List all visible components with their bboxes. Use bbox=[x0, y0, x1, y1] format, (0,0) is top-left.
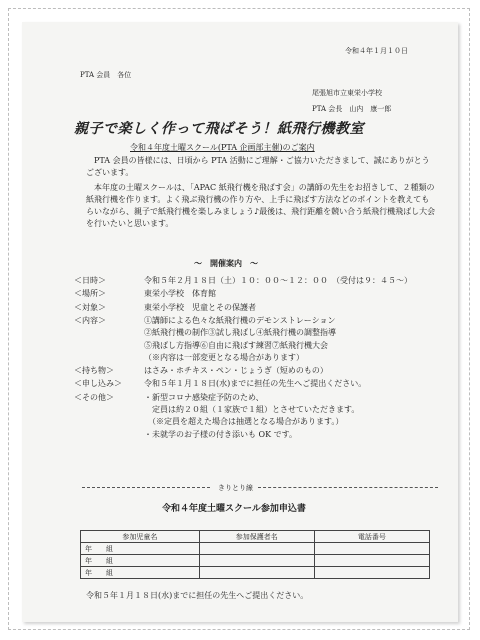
detail-label: ＜申し込み＞ bbox=[74, 379, 122, 389]
form-title: 令和４年度土曜スクール参加申込書 bbox=[162, 504, 306, 514]
detail-label: ＜持ち物＞ bbox=[74, 366, 114, 376]
detail-label: ＜内容＞ bbox=[74, 315, 106, 325]
detail-value: 令和５年２月１８日（土）１０：００〜１２：００ （受付は９：４５〜） bbox=[144, 276, 412, 285]
detail-value: （※内容は一部変更となる場合があります） bbox=[144, 352, 304, 362]
form-grade-class: 年 組 bbox=[81, 543, 200, 555]
detail-value: ⑤飛ばし方指導⑥自由に飛ばす練習⑦紙飛行機大会 bbox=[144, 340, 328, 350]
form-row bbox=[81, 567, 430, 579]
detail-value: 令和５年１月１８日(水)までに担任の先生へご提出ください。 bbox=[144, 379, 367, 389]
form-grade-class: 年 組 bbox=[81, 555, 200, 567]
form-row bbox=[81, 555, 430, 567]
detail-label: ＜対象＞ bbox=[74, 302, 106, 312]
detail-value: はさみ・ホチキス・ペン・じょうぎ（短めのもの） bbox=[144, 366, 328, 376]
form-row bbox=[81, 543, 430, 555]
detail-label: ＜場所＞ bbox=[74, 289, 106, 299]
cut-line-label: きりとり線 bbox=[218, 484, 253, 492]
sender-name: PTA 会長 山内 康一郎 bbox=[312, 105, 392, 113]
detail-value: 東栄小学校 体育館 bbox=[144, 289, 216, 299]
detail-value: ・新型コロナ感染症予防のため、 bbox=[144, 392, 264, 402]
form-phone-cell[interactable] bbox=[314, 567, 429, 579]
form-parent-cell[interactable] bbox=[199, 567, 314, 579]
form-header-phone: 電話番号 bbox=[314, 531, 429, 543]
form-footer-note: 令和５年１月１８日(水)までに担任の先生へご提出ください。 bbox=[86, 591, 309, 600]
form-parent-cell[interactable] bbox=[199, 543, 314, 555]
detail-value: ②紙飛行機の制作③試し飛ばし④紙飛行機の調整指導 bbox=[144, 328, 336, 338]
detail-value: （※定員を超えた場合は抽選となる場合があります。） bbox=[144, 417, 344, 427]
intro-paragraph-1: PTA 会員の皆様には、日頃から PTA 活動にご理解・ご協力いただきまして、誠にありがとうございます。 bbox=[86, 156, 430, 177]
application-form bbox=[80, 530, 430, 579]
page-title: 親子で楽しく作って飛ばそう！紙飛行機教室 bbox=[74, 121, 364, 137]
issue-date: 令和４年１月１０日 bbox=[345, 47, 408, 55]
subtitle: 令和４年度土曜スクール(PTA 企画部主催)のご案内 bbox=[130, 143, 315, 152]
detail-value: 定員は約２０組（１家族で１組）とさせていただきます。 bbox=[144, 405, 360, 414]
form-header-row bbox=[81, 531, 430, 543]
form-header-parent: 参加保護者名 bbox=[199, 531, 314, 543]
recipient: PTA 会員 各位 bbox=[80, 71, 132, 79]
detail-value: ・未就学のお子様の付き添いも OK です。 bbox=[144, 429, 297, 439]
detail-value: 東栄小学校 児童とその保護者 bbox=[144, 302, 256, 312]
form-phone-cell[interactable] bbox=[314, 555, 429, 567]
form-header-child: 参加児童名 bbox=[81, 531, 200, 543]
detail-label: ＜その他＞ bbox=[74, 392, 114, 402]
section-heading: 〜 開催案内 〜 bbox=[194, 258, 258, 268]
detail-label: ＜日時＞ bbox=[74, 276, 106, 285]
form-phone-cell[interactable] bbox=[314, 543, 429, 555]
flyer-sheet bbox=[22, 22, 458, 622]
detail-value: ①講師による色々な紙飛行機のデモンストレーション bbox=[144, 315, 336, 325]
form-parent-cell[interactable] bbox=[199, 555, 314, 567]
cut-line-left bbox=[82, 487, 210, 488]
school-name: 尾張旭市立東栄小学校 bbox=[312, 89, 382, 97]
cut-line-right bbox=[258, 487, 438, 488]
intro-paragraph-2: 本年度の土曜スクールは、「APAC 紙飛行機を飛ばす会」の講師の先生をお招きして、２種類の紙飛行機を作ります。よく飛ぶ飛行機の作り方や、上手に飛ばす方法などのポイントを教えてもらいながら、親子で紙飛行機を楽しみましょう♪最後は、飛行距離を競い合う紙飛行機飛ばし大会を行いたいと思います。 bbox=[86, 183, 436, 228]
form-grade-class: 年 組 bbox=[81, 567, 200, 579]
